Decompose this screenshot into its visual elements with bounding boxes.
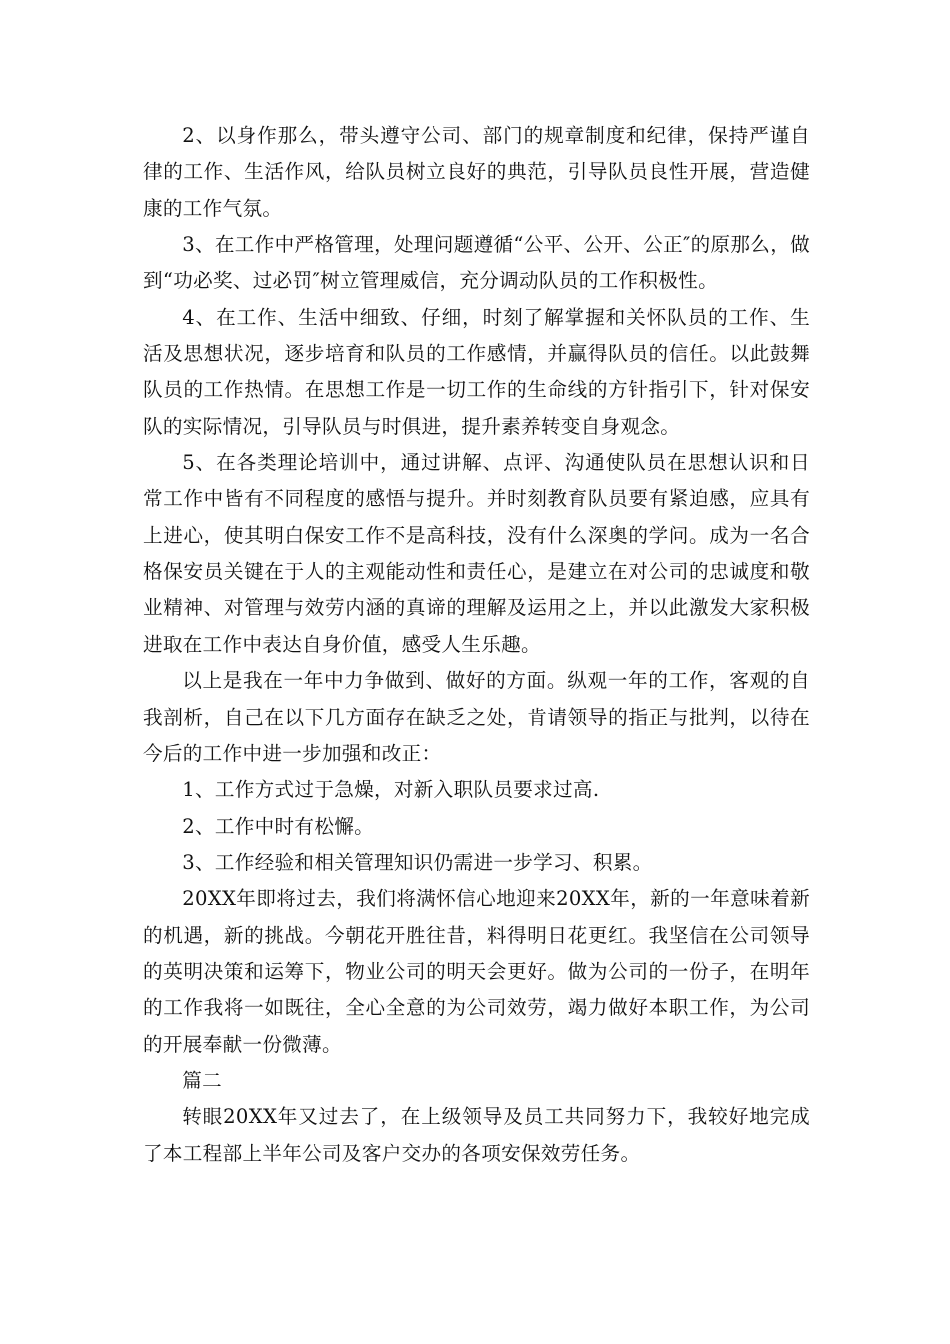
- paragraph-lead-by-example: 2、以身作那么，带头遵守公司、部门的规章制度和纪律，保持严谨自律的工作、生活作风，给队员树立良好的典范，引导队员良性开展，营造健康的工作气氛。: [143, 124, 810, 220]
- paragraph-part-two-intro: 转眼20XX年又过去了，在上级领导及员工共同努力下，我较好地完成了本工程部上半年公司及客户交办的各项安保效劳任务。: [143, 1105, 810, 1165]
- paragraph-training: 5、在各类理论培训中，通过讲解、点评、沟通使队员在思想认识和日常工作中皆有不同程度的感悟与提升。并时刻教育队员要有紧迫感，应具有上进心，使其明白保安工作不是高科技，没有什么深奥的学问。成为一名合格保安员关键在于人的主观能动性和责任心，是建立在对公司的忠诚度和敬业精神、对管理与效劳内涵的真谛的理解及运用之上，并以此激发大家积极进取在工作中表达自身价值，感受人生乐趣。: [143, 451, 810, 656]
- section-heading-part-two: 篇二: [182, 1068, 222, 1092]
- paragraph-shortcoming-3: 3、工作经验和相关管理知识仍需进一步学习、积累。: [182, 850, 653, 874]
- paragraph-self-analysis: 以上是我在一年中力争做到、做好的方面。纵观一年的工作，客观的自我剖析，自己在以下几方面存在缺乏之处，肯请领导的指正与批判，以待在今后的工作中进一步加强和改正：: [143, 669, 810, 765]
- paragraph-shortcoming-2: 2、工作中时有松懈。: [182, 814, 374, 838]
- document-body: [143, 118, 810, 1172]
- paragraph-strict-management: 3、在工作中严格管理，处理问题遵循“公平、公开、公正″的原那么，做到“功必奖、过必罚″树立管理威信，充分调动队员的工作积极性。: [143, 233, 810, 293]
- paragraph-outlook: 20XX年即将过去，我们将满怀信心地迎来20XX年，新的一年意味着新的机遇，新的挑战。今朝花开胜往昔，料得明日花更红。我坚信在公司领导的英明决策和运筹下，物业公司的明天会更好。做为公司的一份子，在明年的工作我将一如既往，全心全意的为公司效劳，竭力做好本职工作，为公司的开展奉献一份微薄。: [143, 887, 810, 1056]
- paragraph-shortcoming-1: 1、工作方式过于急燥，对新入职队员要求过高.: [182, 778, 600, 802]
- paragraph-care-for-members: 4、在工作、生活中细致、仔细，时刻了解掌握和关怀队员的工作、生活及思想状况，逐步培育和队员的工作感情，并赢得队员的信任。以此鼓舞队员的工作热情。在思想工作是一切工作的生命线的方针指引下，针对保安队的实际情况，引导队员与时俱进，提升素养转变自身观念。: [143, 305, 810, 438]
